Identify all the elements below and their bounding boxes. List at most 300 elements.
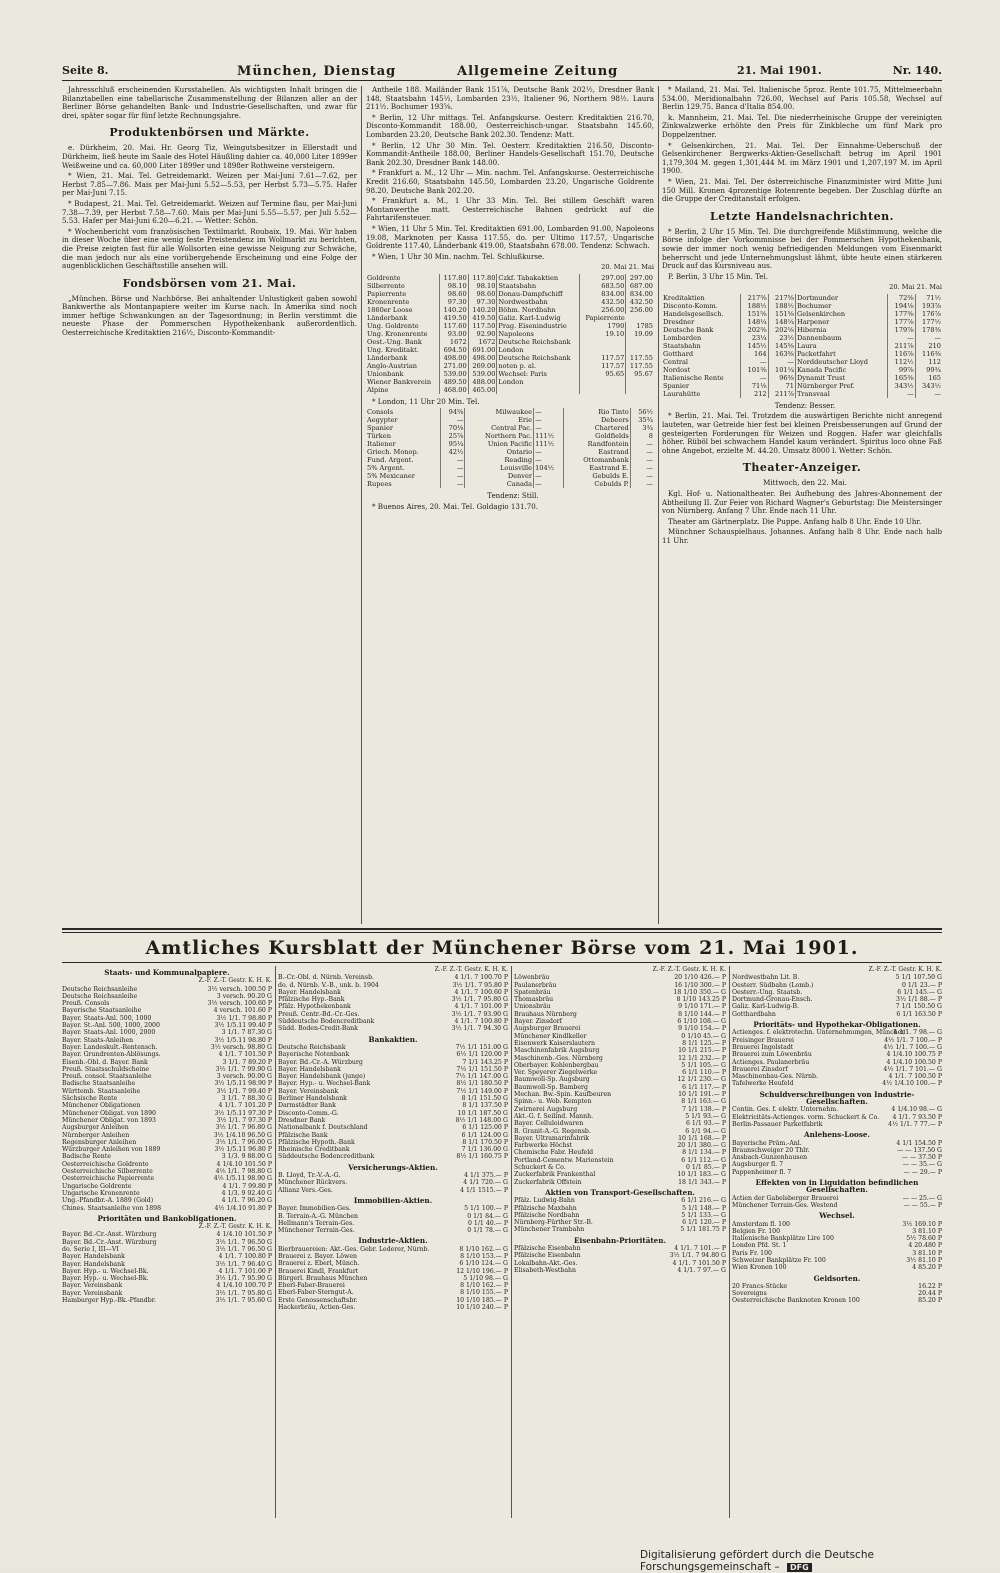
kurs-row xyxy=(514,1164,726,1171)
kurs-row xyxy=(514,1219,726,1226)
security-name: Deutsche Reichsanleihe xyxy=(62,992,138,1000)
kurs-row xyxy=(732,1003,942,1010)
kurs-row xyxy=(732,1029,942,1036)
table-row xyxy=(366,472,654,480)
kurs-list xyxy=(278,1205,508,1234)
kurs-section-heading: Eisenbahn-Prioritäten. xyxy=(573,1235,666,1245)
table-cell xyxy=(580,386,626,394)
table-cell: 256.00 xyxy=(629,305,653,314)
kurs-list xyxy=(732,1029,942,1087)
table-cell: Griech. Monop. xyxy=(366,448,441,456)
quote-value: 5 1/1 181.75 P xyxy=(680,1226,726,1234)
kurs-row xyxy=(732,1114,942,1121)
kurs-row xyxy=(62,1175,272,1182)
security-name: Spinn.- u. Web. Kempten xyxy=(514,1098,592,1106)
paragraph: Kgl. Hof- u. Nationaltheater. Bei Aufhebung des Jahres-Abonnement der Abtheilung II. Zur Feier von Richard Wagner's Geburtstag: Die Meistersinger von Nürnberg. Anfang 7 Uhr. Ende nach 11 Uhr. xyxy=(662,489,942,516)
kurs-row xyxy=(278,1011,508,1018)
table-cell: — xyxy=(646,448,653,457)
security-name: do. d. Nürnb. V.-B., unk. b. 1904 xyxy=(278,981,379,989)
security-name: Wien Kronen 100 xyxy=(732,1264,787,1272)
table-cell: 1790 xyxy=(580,322,626,330)
table-cell: Dynamit Trust xyxy=(796,374,888,382)
table-cell: — xyxy=(441,480,465,488)
section-divider xyxy=(62,932,942,933)
security-name: Bayer. Handelsbank (junge) xyxy=(278,1073,366,1081)
security-name: Tafelwerke Heufeld xyxy=(732,1080,794,1088)
quote-value: 6 1/1 112.— G xyxy=(681,1156,726,1164)
quote-value: 7 1/1 143.25 P xyxy=(462,1058,508,1066)
kurs-row xyxy=(732,1290,942,1297)
security-name: Gotthardbahn xyxy=(732,1010,776,1018)
table-cell xyxy=(497,386,580,394)
security-name: Sovereigns xyxy=(732,1290,767,1298)
table-cell: Donau-Dampfschiff xyxy=(497,290,580,298)
table-cell: 98.10 xyxy=(439,282,468,290)
table-cell: 35¾ xyxy=(638,416,653,425)
table-row xyxy=(366,290,654,298)
table-cell: 112½ xyxy=(888,358,915,366)
table-cell: Milwaukee xyxy=(465,408,534,416)
quote-value: 3½ 1/1. 7 95.80 P xyxy=(452,981,508,989)
security-name: Preuß. Consols xyxy=(62,1000,110,1008)
quote-value: 6 1/1 145.— G xyxy=(897,988,942,996)
quote-value: 12 1/1 230.— G xyxy=(677,1076,726,1084)
kurs-row xyxy=(278,996,508,1003)
security-name: Mechan. Bw.-Spin. Kaufbeuren xyxy=(514,1091,612,1099)
table-cell: — xyxy=(441,456,465,464)
table-cell: 117.55 xyxy=(629,353,653,362)
quote-value: 4 1/1 375.— P xyxy=(464,1172,508,1180)
security-name: Bierbrauereien: Akt.-Ges. Gebr. Lederer, Nürnb. xyxy=(278,1245,430,1253)
kurs-row xyxy=(514,1055,726,1062)
kurs-row xyxy=(278,1227,508,1234)
paragraph: * Wien, 21. Mai. Tel. Der österreichische Finanzminister wird Mitte Juni 150 Mill. Kronen 4prozentige Rotenrente begeben. Der Zuschlag dürfte an die Gruppe der Creditanstalt erfolgen. xyxy=(662,176,942,204)
paragraph: Antheile 188. Mailänder Bank 151⅞, Deutsche Bank 202½, Dresdner Bank 148, Staatsbahn 145½, Lombarden 23½, Italiener 96, Northern 98½. Laura 211½. Bochumer 193⅝. xyxy=(366,85,654,112)
quote-value: 4 1/1. 7 100.70 P xyxy=(454,974,508,982)
quote-value: 8 1/1 170.50 P xyxy=(462,1138,508,1146)
security-name: Preuß. consol. Staatsanleihe xyxy=(62,1073,152,1081)
kurs-section-heading: Effekten von in Liquidation befindlichen Gesellschaften. xyxy=(755,1178,919,1195)
security-name: B.-Cr.-Obl. d. Nürnb. Vereinsb. xyxy=(278,974,374,982)
security-name: Bayer. Grundrenten-Ablösungs. xyxy=(62,1051,161,1059)
security-name: Bayer. Immobilien-Ges. xyxy=(278,1205,351,1213)
quote-value: 10 1/1 191.— P xyxy=(678,1091,726,1099)
kurs-row xyxy=(62,1073,272,1080)
table-cell: 111½ xyxy=(534,432,564,440)
kurs-section-heading: Anlehens-Loose. xyxy=(804,1130,870,1140)
table-cell: 256.00 xyxy=(580,306,626,314)
kurs-list xyxy=(732,1106,942,1128)
quote-value: 3½ 1/5.11 97.30 P xyxy=(214,1109,272,1117)
quote-value: 3½ 81.10 P xyxy=(906,1256,942,1264)
section-heading: Letzte Handelsnachrichten. xyxy=(710,209,894,223)
paragraph: * Berlin, 12 Uhr 30 Min. Tel. Oesterr. Kreditaktien 216.50, Disconto-Kommandit-Antheile 188.00, Berliner Handels-Gesellschaft 151.70, Deutsche Bank 202.30, Dresdner Bank 148.00. xyxy=(366,140,654,167)
table-cell: Prag. Eisenindustrie xyxy=(497,322,580,330)
quote-value: 6 1/1 110.— P xyxy=(682,1069,726,1077)
quote-value: 4 20.480 P xyxy=(908,1242,942,1250)
security-name: Bayerische Notenbank xyxy=(278,1051,350,1059)
security-name: Badische Staatsanleihe xyxy=(62,1080,136,1088)
table-cell: 97.30 xyxy=(439,298,468,306)
table-cell: Consols xyxy=(366,408,441,416)
security-name: Würzburger Anleihen von 1889 xyxy=(62,1146,161,1154)
kurs-section-heading: Prioritäts- und Hypothekar-Obligationen. xyxy=(753,1020,921,1030)
kurs-row xyxy=(278,1153,508,1160)
table-cell: Deutsche Bank xyxy=(662,326,741,334)
security-name: Bayerische Präm.-Anl. xyxy=(732,1139,802,1147)
quote-value: 4½ 1/1. 7 101.— G xyxy=(883,1065,942,1073)
table-cell xyxy=(626,338,654,346)
quote-value: 10 1/1 187.50 G xyxy=(457,1109,508,1117)
table-dates: 20. Mai 21. Mai xyxy=(889,283,942,292)
kurs-row xyxy=(732,1264,942,1271)
quote-value: 5 1/1 148.— P xyxy=(682,1204,726,1212)
table-cell: Länderbank xyxy=(366,314,439,322)
table-cell: 145⅝ xyxy=(768,342,795,350)
table-cell: Spanier xyxy=(366,424,441,432)
security-name: Eberl-Faber-Brauerei xyxy=(278,1282,345,1290)
quote-value: 4 1/1. 7 101.50 P xyxy=(218,1051,272,1059)
kurs-row xyxy=(514,1047,726,1054)
kurs-row xyxy=(732,1228,942,1235)
kurs-row xyxy=(732,1147,942,1154)
table-cell: 95.67 xyxy=(634,369,653,378)
paragraph: * Berlin, 12 Uhr mittags. Tel. Anfangskurse. Oesterr. Kreditaktien 216.70, Disconto-Kommandit 188.00, Oesterreichisch-ungar. Staatsbahn 145.60, Lombarden 23.20, Deutsche Bank 202.30. Tendenz: Matt. xyxy=(366,112,654,139)
kurs-row xyxy=(732,1169,942,1176)
kurs-row xyxy=(278,1172,508,1179)
quote-value: 3½ 1/5.11 99.40 P xyxy=(214,1022,272,1030)
table-cell: 116⅞ xyxy=(888,350,915,358)
kurs-row xyxy=(278,989,508,996)
table-cell: 539.00 xyxy=(439,370,468,378)
kurs-row xyxy=(514,989,726,996)
security-name: Bayer. Hyp.- u. Wechsel-Bank xyxy=(278,1080,371,1088)
quote-value: 6 1/1 93.— P xyxy=(686,1120,726,1128)
table-cell: Nordost xyxy=(662,366,741,374)
kurs-row xyxy=(278,1132,508,1139)
vienna-closing-table xyxy=(366,274,654,394)
quote-value: 3 1/1. 7 89.20 P xyxy=(222,1058,272,1066)
quote-value: 8 1/10 162.— G xyxy=(459,1245,508,1253)
quote-value: 3½ 1/1. 7 96.50 G xyxy=(215,1238,272,1246)
table-cell: 1672 xyxy=(468,338,497,346)
security-name: Brauerei Ingolstadt xyxy=(732,1043,794,1051)
kurs-row xyxy=(62,1190,272,1197)
table-cell: Napoleons xyxy=(497,330,580,338)
security-name: Preuß. Staatsschuldscheine xyxy=(62,1065,150,1073)
kurs-row xyxy=(732,1221,942,1228)
table-row xyxy=(366,448,654,456)
table-cell: 117.80 xyxy=(439,274,468,282)
security-name: Münchener Terrain-Ges. Westend xyxy=(732,1201,838,1209)
security-name: Rheinische Creditbank xyxy=(278,1146,350,1154)
kurs-section-heading: Industrie-Aktien. xyxy=(358,1236,428,1246)
quote-value: 8 1/1 163.— G xyxy=(681,1098,726,1106)
quote-value: 4 1/1. 7 100.80 P xyxy=(218,1253,272,1261)
quote-value: 7½ 1/1 149.00 P xyxy=(456,1087,508,1095)
security-name: Oesterreichische Goldrente xyxy=(62,1160,149,1168)
quote-value: 9 1/10 171.— P xyxy=(678,1003,726,1011)
table-cell: 343½ xyxy=(922,381,941,390)
kurs-row xyxy=(278,1124,508,1131)
security-name: Münchener Obligat. von 1890 xyxy=(62,1109,156,1117)
table-cell: 148¼ xyxy=(768,318,795,326)
table-row xyxy=(366,408,654,416)
kurs-row xyxy=(514,1011,726,1018)
kurs-section-heading: Prioritäten und Bankobligationen. xyxy=(97,1213,237,1223)
table-cell: 94⅝ xyxy=(441,408,465,416)
table-cell: Rio Tinto xyxy=(564,408,631,416)
security-name: Lokalbahn-Akt.-Ges. xyxy=(514,1259,578,1267)
section-divider xyxy=(62,962,942,963)
table-cell xyxy=(626,378,654,386)
table-cell: — xyxy=(888,390,915,398)
table-cell: Papierrente xyxy=(585,313,625,322)
table-row xyxy=(662,390,942,398)
security-name: Pfälzische Hypoth.-Bank xyxy=(278,1138,355,1146)
table-row xyxy=(366,456,654,464)
security-name: B. Granit-A.-G. Regensb. xyxy=(514,1127,591,1135)
table-cell: 140.20 xyxy=(439,306,468,314)
table-cell: Goldfields xyxy=(564,432,631,440)
kurs-row xyxy=(278,1051,508,1058)
security-name: Ver. Speyerer Ziegelwerke xyxy=(514,1069,598,1077)
security-name: 20 Francs-Stücke xyxy=(732,1282,788,1290)
table-cell: Anglo-Austrian xyxy=(366,362,439,370)
table-cell: Italiener xyxy=(366,440,441,448)
security-name: Zwirnerei Augsburg xyxy=(514,1105,578,1113)
quote-value: 16.22 P xyxy=(918,1282,942,1290)
quote-value: 4 1/4.10 100.75 P xyxy=(886,1051,942,1059)
kurs-row xyxy=(732,1080,942,1087)
kurs-row xyxy=(732,1106,942,1113)
kurs-row xyxy=(514,1171,726,1178)
quote-value: 3½ 1/1. 7 95.90 G xyxy=(215,1275,272,1283)
paragraph: * Frankfurt a. M., 12 Uhr — Min. nachm. Tel. Anfangskurse. Oesterreichische Kredit 216.60, Staatsbahn 145.50, Lombarden 23.20, Ungarische Goldrente 98.20, Deutsche Bank 202.20. xyxy=(366,168,654,195)
security-name: Schuckert & Co. xyxy=(514,1164,566,1172)
security-name: Süddeutsche Bodencreditbank xyxy=(278,1018,375,1026)
quote-value: 4 1/1. 7 98.— G xyxy=(893,1029,942,1037)
table-cell: 217⅝ xyxy=(768,294,795,302)
table-cell: Disconto-Komm. xyxy=(662,302,741,310)
quote-value: 9 1/10 154.— P xyxy=(678,1025,726,1033)
quote-value: 3½ 1/1. 7 95.60 G xyxy=(215,1297,272,1305)
kurs-row xyxy=(732,1195,942,1202)
quote-value: 10 1/10 185.— P xyxy=(456,1296,508,1304)
security-name: Bayer. Ultramarinfabrik xyxy=(514,1134,590,1142)
kurs-row xyxy=(514,1179,726,1186)
paragraph: * Frankfurt a. M., 1 Uhr 33 Min. Tel. Bei stillem Geschäft waren Montanwerthe matt. Oesterreichische Bahnen gedrückt auf die Fahrtarifensteuer. xyxy=(366,196,654,223)
table-cell: 193⅞ xyxy=(922,301,941,310)
table-cell: 19.10 xyxy=(580,330,626,338)
column-rule xyxy=(729,966,730,1518)
security-name: Badische Rente xyxy=(62,1153,111,1161)
kurs-row xyxy=(514,1033,726,1040)
quote-value: 0 1/1 40.— P xyxy=(468,1219,508,1227)
masthead-title: Allgemeine Zeitung xyxy=(457,64,619,79)
kurs-row xyxy=(62,1037,272,1044)
quote-value: 4 1/4.10 101.50 P xyxy=(216,1160,272,1168)
kurs-row xyxy=(62,993,272,1000)
quote-value: 3½ 1/1. 7 96.00 G xyxy=(215,1138,272,1146)
table-cell: 419.50 xyxy=(439,314,468,322)
quote-value: 4 1/1. 7 97.— G xyxy=(677,1266,726,1274)
kurs-row xyxy=(278,1102,508,1109)
table-cell: 164 xyxy=(741,350,768,358)
security-name: Bayer. Vereinsbank xyxy=(62,1289,123,1297)
kurs-row xyxy=(278,1018,508,1025)
security-name: Galiz. Karl-Ludwig-B. xyxy=(732,1003,800,1011)
kurs-row xyxy=(278,1304,508,1311)
table-cell: — xyxy=(441,472,465,480)
kurs-row xyxy=(732,1121,942,1128)
table-row xyxy=(662,310,942,318)
table-cell: 687.00 xyxy=(629,281,653,290)
table-cell: Nürnberger Pref. xyxy=(796,382,888,390)
kurs-row xyxy=(278,1025,508,1032)
table-cell: 539.00 xyxy=(468,370,497,378)
table-cell: Eastrand xyxy=(564,448,631,456)
quote-value: 6 1/1 120.— P xyxy=(682,1219,726,1227)
table-cell: — xyxy=(441,416,465,424)
kurs-row xyxy=(514,1062,726,1069)
quote-value: 8 1/10 144.— P xyxy=(678,1010,726,1018)
kurs-row xyxy=(514,1149,726,1156)
security-name: Ung.-Pfandbr.-A. 1889 (Gold) xyxy=(62,1197,154,1205)
table-cell: — xyxy=(646,464,653,473)
quote-value: 3½ 1/5.11 98.80 P xyxy=(214,1036,272,1044)
table-cell: 116⅜ xyxy=(922,349,941,358)
security-name: Baumwoll-Sp. Bamberg xyxy=(514,1083,588,1091)
security-name: Bayer. Staats-Anl. 1000, 2000 xyxy=(62,1029,156,1037)
security-name: Bayer. Bd.-Cr.-Anst. Würzburg xyxy=(62,1238,157,1246)
column-rule xyxy=(511,966,512,1518)
table-row xyxy=(662,294,942,302)
kurs-row xyxy=(62,1102,272,1109)
table-cell: 1860er Loose xyxy=(366,306,439,314)
kurs-row xyxy=(62,1117,272,1124)
paragraph: * Wien, 11 Uhr 5 Min. Tel. Kreditaktien 691.00, Lombarden 91.00, Napoleons 19.08, Marknoten per Kassa 117.55, do. per Ultimo 117.57, Ungarische Goldrente 117.40, Länderbank 419.00, Staatsbahn 678.00. Tendenz: Schwach. xyxy=(366,223,654,251)
table-cell: 202⅜ xyxy=(741,326,768,334)
quote-value: 8 1/1 151.50 G xyxy=(461,1095,508,1103)
kurs-row xyxy=(278,1080,508,1087)
security-name: Elektricitäts-Actienges. vorm. Schuckert & Co. xyxy=(732,1113,880,1121)
quote-value: 7½ 1/1 151.00 G xyxy=(455,1043,508,1051)
security-name: Ansbach-Gunzenhausen xyxy=(732,1154,808,1162)
kurs-row xyxy=(732,1202,942,1209)
table-cell: Denver xyxy=(465,472,534,480)
table-cell: Reading xyxy=(465,456,534,464)
kurs-row xyxy=(62,1146,272,1153)
kurs-row xyxy=(278,1187,508,1194)
quote-value: 5 1/10 98.— G xyxy=(463,1274,508,1282)
quote-value: 8 1/1 137.50 P xyxy=(462,1102,508,1110)
security-name: Ungarische Goldrente xyxy=(62,1182,132,1190)
security-name: Pfälzische Eisenbahn xyxy=(514,1244,581,1252)
quote-value: 3½ versch. 100.50 P xyxy=(207,985,272,993)
table-cell: 101¼ xyxy=(768,366,795,374)
table-cell: Papierrente xyxy=(366,290,439,298)
quote-value: 4 1/1. 7 101.20 P xyxy=(218,1102,272,1110)
kurs-row xyxy=(62,1205,272,1212)
table-cell: Gelsenkirchen xyxy=(796,310,888,318)
table-row xyxy=(366,354,654,362)
table-cell: Louisville xyxy=(465,464,534,472)
quote-value: 4 1/3. 9 92.40 G xyxy=(221,1189,272,1197)
quote-value: — — 137.50 G xyxy=(897,1146,942,1154)
table-cell: — xyxy=(646,480,653,489)
security-name: Bürgerl. Brauhaus München xyxy=(278,1274,368,1282)
quote-value: 4 1/1. 7 100.50 P xyxy=(888,1073,942,1081)
quote-value: 0 1/1 85.— P xyxy=(686,1164,726,1172)
table-cell: 419.50 xyxy=(468,314,497,322)
kursblatt-column-3 xyxy=(514,966,726,1518)
security-name: Spatenbräu xyxy=(514,988,551,996)
column-rule xyxy=(658,86,659,924)
security-name: Bayer. Hyp.- u. Wechsel-Bk. xyxy=(62,1275,149,1283)
kurs-row xyxy=(278,1260,508,1267)
quote-value: 4 1/1. 7 100.80 P xyxy=(454,1018,508,1026)
table-row xyxy=(366,480,654,488)
quote-value: 4 1/1. 7 99.80 P xyxy=(222,1182,272,1190)
paragraph: Theater am Gärtnerplatz. Die Puppe. Anfang halb 8 Uhr. Ende 10 Uhr. xyxy=(668,516,922,526)
security-name: Portland-Cementw. Marienstein xyxy=(514,1156,614,1164)
security-name: Farbwerke Höchst xyxy=(514,1142,573,1150)
kurs-row xyxy=(62,1290,272,1297)
security-name: Maschinenbau-Ges. Nürnb. xyxy=(732,1073,818,1081)
kurs-row xyxy=(514,1226,726,1233)
table-cell: Silberrente xyxy=(366,282,439,290)
quote-value: 4 1/1. 7 101.— P xyxy=(674,1244,726,1252)
kurs-row xyxy=(732,1044,942,1051)
security-name: Pfälz. Hypothekenbank xyxy=(278,1003,351,1011)
quote-value: 3½ 1/1. 7 96.80 G xyxy=(215,1124,272,1132)
security-name: Augsburger fl. 7 xyxy=(732,1161,784,1169)
quote-value: 4 1/1. 7 101.00 P xyxy=(218,1267,272,1275)
table-row xyxy=(662,318,942,326)
table-cell: 99¾ xyxy=(926,365,941,374)
kurs-row xyxy=(514,1157,726,1164)
table-cell: 95¼ xyxy=(441,440,465,448)
security-name: Augsburger Anleihen xyxy=(62,1124,129,1132)
quote-value: 8 1/10 153.— P xyxy=(460,1252,508,1260)
credit-text: Digitalisierung gefördert durch die Deutsche Forschungsgemeinschaft – xyxy=(640,1549,874,1573)
table-cell: 178⅜ xyxy=(922,325,941,334)
quote-value: 4 1/4.10 101.50 P xyxy=(216,1231,272,1239)
kurs-section-heading: Aktien von Transport-Gesellschaften. xyxy=(545,1187,695,1197)
security-name: Brauerei zum Löwenbräu xyxy=(732,1051,812,1059)
quote-value: 3 1/3. 9 88.00 G xyxy=(221,1153,272,1161)
tendency-note: Tendenz: Besser. xyxy=(774,400,836,410)
table-cell: 498.00 xyxy=(468,354,497,362)
kurs-list xyxy=(278,974,508,1032)
table-cell: 271.00 xyxy=(439,362,468,370)
kurs-column-header: Z.-F. Z.-T. Gestr. K. H. K. xyxy=(652,966,726,973)
table-cell: 93.00 xyxy=(439,330,468,338)
paragraph: * Wochenbericht vom französischen Textilmarkt. Roubaix, 19. Mai. Wir haben in dieser Woche über eine wenig feste Preistendenz im Wollmarkt zu berichten, die Preise zeigten fast für alle Wollsorten eine gewisse Neigung zur Schwäche, die man jedoch nur als eine vorübergehende Erscheinung und eine Folge der augenblicklichen Geschäftsstille ansehen will. xyxy=(62,226,357,271)
quote-value: 4½ 1/1. 7 77.— P xyxy=(888,1120,942,1128)
table-cell: 140.20 xyxy=(468,306,497,314)
kurs-row xyxy=(62,1022,272,1029)
security-name: Eisenwerk Kaiserslautern xyxy=(514,1039,595,1047)
table-cell: Staatsbahn xyxy=(662,342,741,350)
security-name: Münchener Trambahn xyxy=(514,1226,585,1234)
quote-value: 4 85.20 P xyxy=(912,1264,942,1272)
kurs-row xyxy=(514,1252,726,1259)
security-name: Bayer. Vereinsbank xyxy=(62,1282,123,1290)
table-cell: Ontario xyxy=(465,448,534,456)
quote-value: 6 1/1 117.— P xyxy=(682,1083,726,1091)
